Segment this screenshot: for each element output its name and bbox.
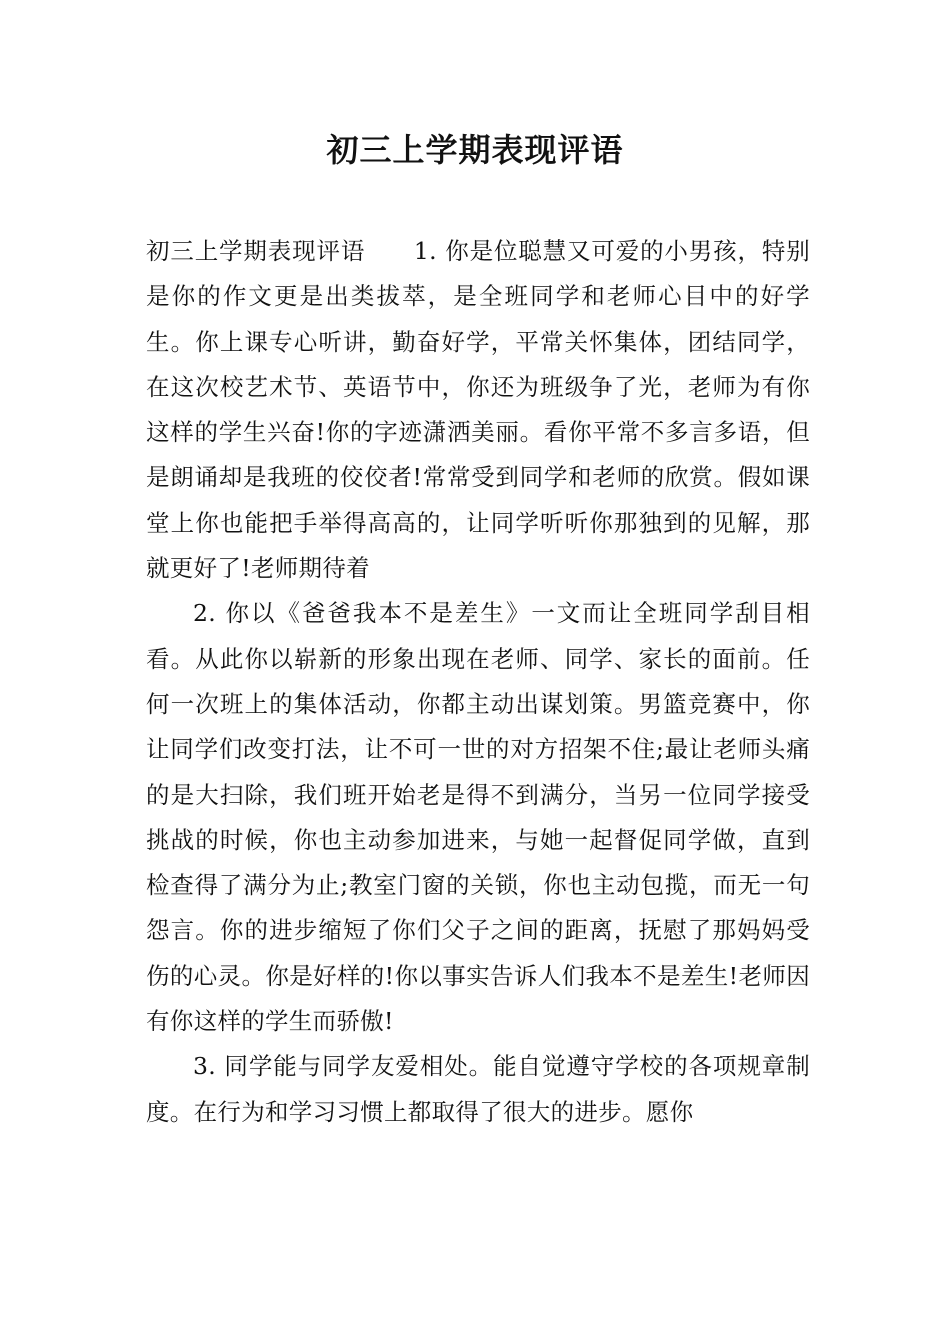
paragraph-2: 2. 你以《爸爸我本不是差生》一文而让全班同学刮目相看。从此你以崭新的形象出现在老师、同学、家长的面前。任何一次班上的集体活动，你都主动出谋划策。男篮竞赛中，你让同学们改变打法，让不可一世的对方招架不住;最让老师头痛的是大扫除，我们班开始老是得不到满分，当另一位同学接受挑战的时候，你也主动参加进来，与她一起督促同学做，直到检查得了满分为止;教室门窗的关锁，你也主动包揽，而无一句怨言。你的进步缩短了你们父子之间的距离，抚慰了那妈妈受伤的心灵。你是好样的!你以事实告诉人们我本不是差生!老师因有你这样的学生而骄傲! xyxy=(146,599,810,1036)
paragraph-1: 初三上学期表现评语 1. 你是位聪慧又可爱的小男孩，特别是你的作文更是出类拔萃，是全班同学和老师心目中的好学生。你上课专心听讲，勤奋好学，平常关怀集体，团结同学，在这次校艺术节、英语节中，你还为班级争了光，老师为有你这样的学生兴奋!你的字迹潇洒美丽。看你平常不多言多语，但是朗诵却是我班的佼佼者!常常受到同学和老师的欣赏。假如课堂上你也能把手举得高高的，让同学听听你那独到的见解，那就更好了!老师期待着 xyxy=(146,237,810,583)
document-title: 初三上学期表现评语 xyxy=(326,131,624,169)
document-body xyxy=(146,229,810,1135)
paragraph-3: 3. 同学能与同学友爱相处。能自觉遵守学校的各项规章制度。在行为和学习习惯上都取得了很大的进步。愿你 xyxy=(146,1052,810,1126)
